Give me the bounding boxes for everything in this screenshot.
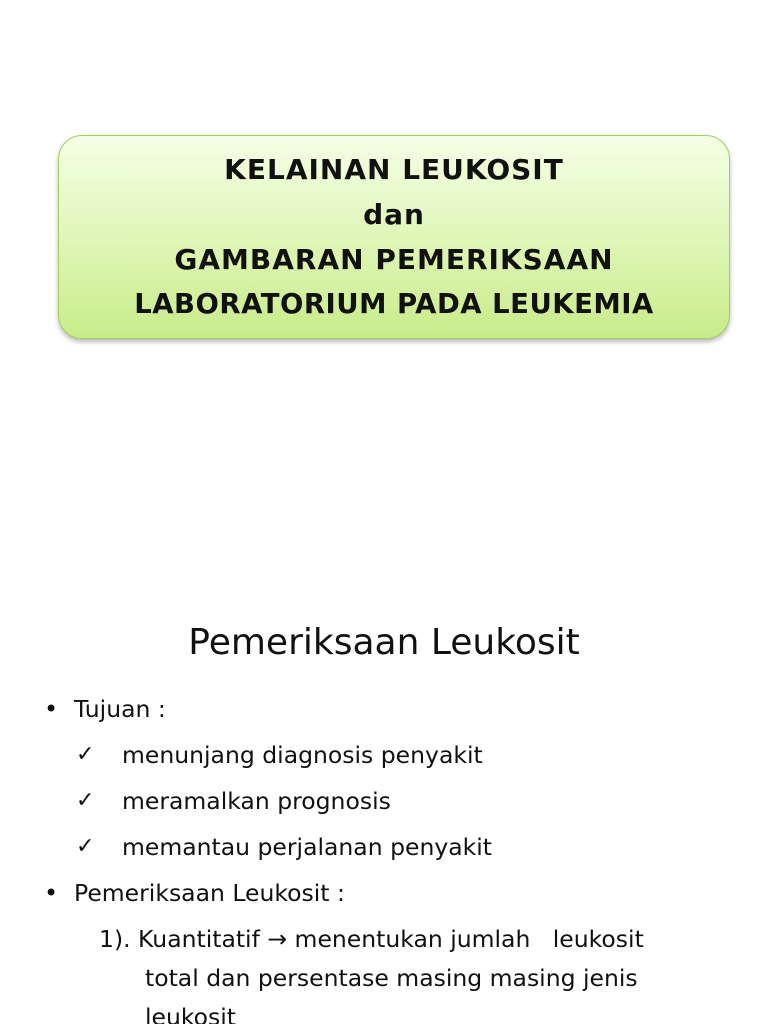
title-line-3: GAMBARAN PEMERIKSAAN [174,243,614,276]
slide-content [0,686,768,1024]
item-line2-text: total dan persentase masing masing jenis [145,964,638,992]
title-box [58,135,730,339]
title-line-4: LABORATORIUM PADA LEUKEMIA [134,288,654,320]
bullet-icon: • [44,879,59,907]
numbered-item-1 [99,916,739,1024]
check-item [0,732,768,778]
check-text: memantau perjalanan penyakit [122,833,492,861]
check-text: meramalkan prognosis [122,787,391,815]
check-icon: ✓ [76,742,95,767]
check-icon: ✓ [76,788,95,813]
item-line1-text: menentukan jumlah leukosit [294,925,644,953]
bullet-icon: • [44,695,59,723]
check-item [0,824,768,870]
arrow-icon: → [267,925,288,953]
bullet-item-tujuan [0,686,768,732]
bullet-text: Pemeriksaan Leukosit : [74,879,345,907]
slide-heading: Pemeriksaan Leukosit [188,622,580,663]
bullet-item-pemeriksaan [0,870,768,916]
title-line-1: KELAINAN LEUKOSIT [224,153,564,186]
check-icon: ✓ [76,834,95,859]
title-line-2: dan [363,198,425,231]
bullet-text: Tujuan : [74,695,166,723]
check-text: menunjang diagnosis penyakit [122,741,483,769]
item-prefix: 1). Kuantitatif [99,925,260,953]
item-line3-text: leukosit [145,1003,237,1024]
content-slide [0,576,768,1024]
check-item [0,778,768,824]
